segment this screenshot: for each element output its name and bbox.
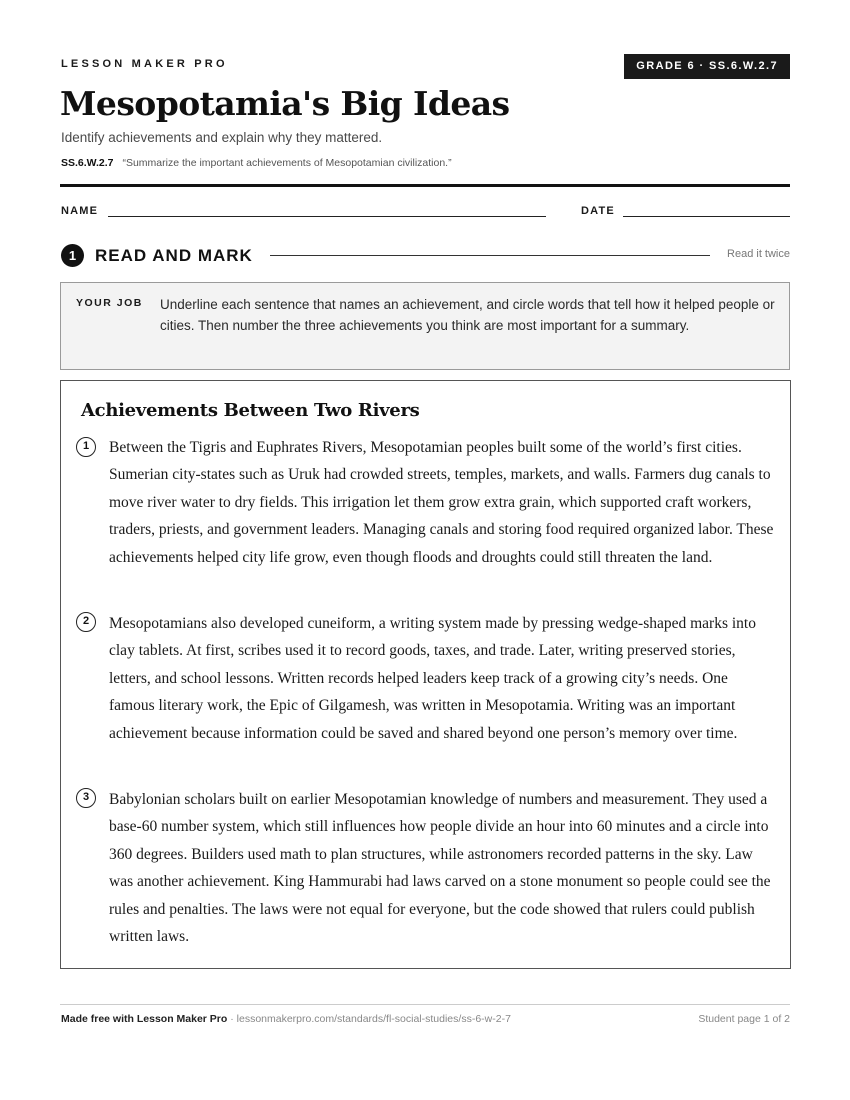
name-field[interactable]: [108, 216, 546, 217]
standard-code: SS.6.W.2.7: [61, 157, 114, 169]
brand-name: LESSON MAKER PRO: [61, 58, 228, 70]
page-title: Mesopotamia's Big Ideas: [60, 84, 510, 123]
date-field[interactable]: [623, 216, 790, 217]
reading-passage: [60, 380, 791, 969]
page-indicator: Student page 1 of 2: [698, 1013, 790, 1025]
section-number-badge: 1: [61, 244, 84, 267]
footer-divider: [60, 1004, 790, 1005]
date-label: DATE: [581, 205, 615, 217]
section-title: READ AND MARK: [95, 246, 253, 265]
paragraph: Mesopotamians also developed cuneiform, a writing system made by pressing wedge-shaped marks into clay tablets. At first, scribes used it to record goods, taxes, and trade. Later, writing preserved stories, letters, and school lessons. Written records helped leaders keep track of a growing city’s needs. One famous literary work, the Epic of Gilgamesh, was written in Mesopotamia. Writing was an important achievement because information could be saved and shared beyond one person’s memory over time.: [109, 615, 756, 742]
standard-quote: “Summarize the important achievements of Mesopotamian civilization.”: [122, 157, 452, 169]
grade-badge: GRADE 6 · SS.6.W.2.7: [624, 54, 790, 79]
passage-title: Achievements Between Two Rivers: [81, 400, 420, 421]
name-label: NAME: [61, 205, 99, 217]
page-subtitle: Identify achievements and explain why they mattered.: [61, 130, 383, 145]
instructions-label: YOUR JOB: [76, 297, 143, 309]
instructions-text: Underline each sentence that names an achievement, and circle words that tell how it helped people or cities. Then number the three achievements you think are most important for a summary.: [160, 297, 775, 333]
header-divider: [60, 184, 790, 187]
footer-credit: [61, 1013, 511, 1025]
paragraph-number: 2: [76, 612, 96, 632]
instructions-box: [60, 282, 790, 370]
standard-line: [61, 157, 452, 169]
paragraph: Babylonian scholars built on earlier Mesopotamian knowledge of numbers and measurement. They used a base-60 number system, which still influences how people divide an hour into 60 minutes and a circle into 360 degrees. Builders used math to plan structures, while astronomers recorded patterns in the sky. Law was another achievement. King Hammurabi had laws carved on a stone monument so people could see the rules and penalties. The laws were not equal for everyone, but the code showed that rulers could publish written laws.: [109, 791, 771, 946]
footer-made-with: Made free with Lesson Maker Pro: [61, 1013, 228, 1025]
paragraph-number: 1: [76, 437, 96, 457]
section-note: Read it twice: [727, 248, 790, 260]
paragraph: Between the Tigris and Euphrates Rivers, Mesopotamian peoples built some of the world’s first cities. Sumerian city-states such as Uruk had crowded streets, temples, markets, and walls. Farmers dug canals to move river water to dry fields. This irrigation let them grow extra grain, which supported craft workers, traders, priests, and government leaders. Managing canals and storing food required organized labor. These achievements helped city life grow, even though floods and droughts could still threaten the land.: [109, 439, 774, 566]
footer-url[interactable]: · lessonmakerpro.com/standards/fl-social-studies/ss-6-w-2-7: [227, 1013, 511, 1025]
paragraph-number: 3: [76, 788, 96, 808]
section-divider: [270, 255, 710, 256]
